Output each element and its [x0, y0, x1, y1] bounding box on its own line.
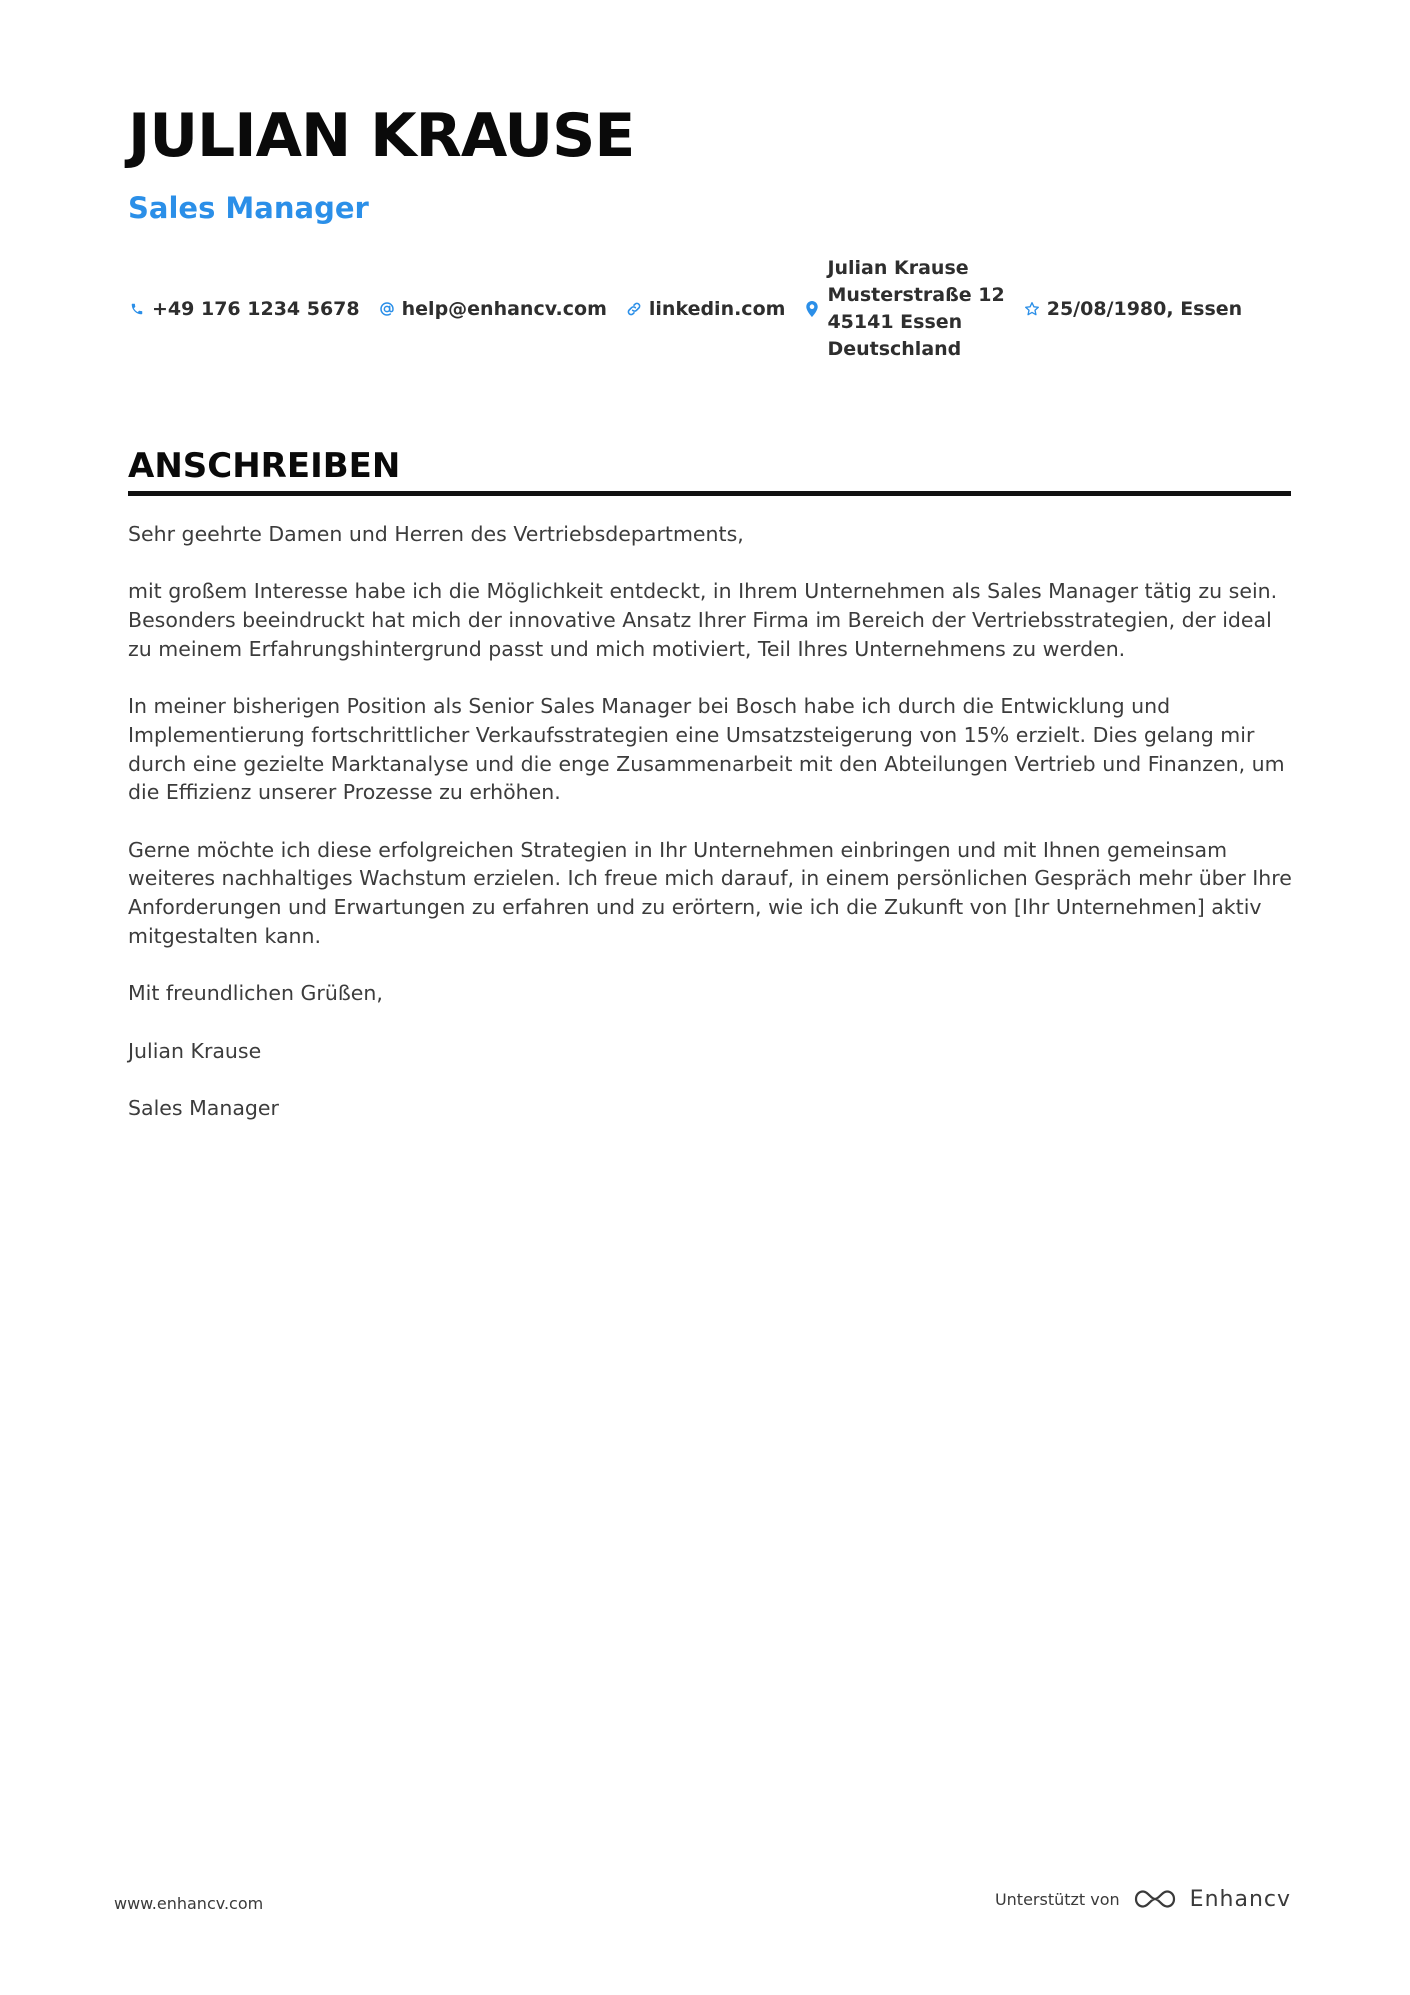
- letter-paragraph: mit großem Interesse habe ich die Möglichkeit entdeckt, in Ihrem Unternehmen als Sales Manager tätig zu sein. Besonders beeindruckt hat mich der innovative Ansatz Ihrer Firma im Bereich der Vertriebsstrategien, der ideal zu meinem Erfahrungshintergrund passt und mich motiviert, Teil Ihres Unternehmens zu werden.: [128, 579, 1278, 661]
- letter-salutation: Sehr geehrte Damen und Herren des Vertriebsdepartments,: [128, 522, 744, 546]
- letter-closing: Mit freundlichen Grüßen,: [128, 981, 383, 1006]
- contact-bar: [128, 254, 1260, 364]
- candidate-name: JULIAN KRAUSE: [128, 101, 635, 171]
- contact-phone-text: +49 176 1234 5678: [152, 298, 360, 320]
- address-line: 45141 Essen: [827, 311, 963, 333]
- brand-name: Enhancv: [1189, 1886, 1291, 1912]
- section-divider: [128, 491, 1291, 496]
- link-icon: [625, 300, 643, 318]
- contact-email-text: help@enhancv.com: [401, 298, 607, 320]
- address-line: Deutschland: [827, 338, 962, 360]
- candidate-role: Sales Manager: [128, 191, 369, 225]
- address-line: Julian Krause: [827, 257, 969, 279]
- letter-paragraph: Gerne möchte ich diese erfolgreichen Strategien in Ihr Unternehmen einbringen und mit Ihnen gemeinsam weiteres nachhaltiges Wachstum erzielen. Ich freue mich darauf, in einem persönlichen Gespräch mehr über Ihre Anforderungen und Erwartungen zu erfahren und zu erörtern, wie ich die Zukunft von [Ihr Unternehmen] aktiv mitgestalten kann.: [128, 837, 1292, 948]
- contact-address: [803, 255, 1004, 363]
- powered-by-label: Unterstützt von: [994, 1889, 1120, 1909]
- contact-linkedin[interactable]: [625, 298, 786, 320]
- contact-linkedin-text: linkedin.com: [648, 298, 786, 320]
- contact-email[interactable]: [378, 298, 607, 320]
- section-title: ANSCHREIBEN: [128, 446, 401, 486]
- contact-birth-text: 25/08/1980, Essen: [1046, 298, 1243, 320]
- footer-website[interactable]: www.enhancv.com: [114, 1894, 264, 1913]
- enhancv-logo-icon: [1132, 1886, 1178, 1912]
- contact-phone[interactable]: [128, 298, 360, 320]
- letter-body: [128, 520, 1298, 1151]
- location-pin-icon: [803, 300, 821, 318]
- phone-icon: [128, 300, 146, 318]
- signature-role: Sales Manager: [128, 1095, 279, 1120]
- letter-paragraph: In meiner bisherigen Position als Senior Sales Manager bei Bosch habe ich durch die Entwicklung und Implementierung fortschrittlicher Verkaufsstrategien eine Umsatzsteigerung von 15% erzielt. Dies gelang mir durch eine gezielte Marktanalyse und die enge Zusammenarbeit mit den Abteilungen Vertrieb und Finanzen, um die Effizienz unserer Prozesse zu erhöhen.: [128, 694, 1285, 805]
- star-icon: [1023, 300, 1041, 318]
- address-lines: [827, 255, 1004, 363]
- at-icon: [378, 300, 396, 318]
- footer-branding[interactable]: [995, 1886, 1291, 1912]
- contact-birth: [1023, 298, 1242, 320]
- address-line: Musterstraße 12: [827, 284, 1005, 306]
- signature-name: Julian Krause: [128, 1038, 262, 1063]
